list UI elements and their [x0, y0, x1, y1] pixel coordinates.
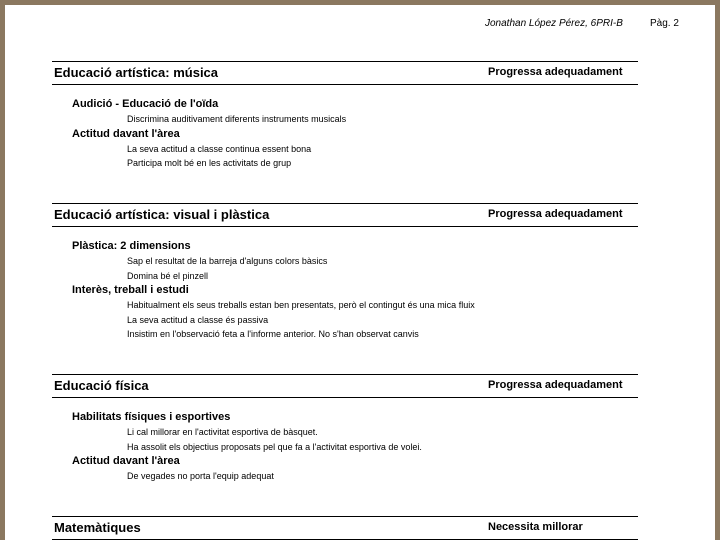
section-grade: Progressa adequadament [488, 208, 623, 220]
section-title: Educació artística: música [54, 65, 219, 80]
section-title: Educació física [54, 378, 149, 393]
section-body [52, 398, 638, 484]
comment-item: Domina bé el pinzell [127, 270, 209, 281]
section-grade: Progressa adequadament [488, 66, 623, 78]
section-title: Matemàtiques [54, 520, 141, 535]
section-body [52, 227, 638, 342]
comment-item: Insistim en l'observació feta a l'informe anterior. No s'han observat canvis [127, 329, 419, 339]
comment-item: Discrimina auditivament diferents instruments musicals [127, 114, 347, 124]
student-name: Jonathan López Pérez, 6PRI-B [485, 18, 623, 29]
section-header [52, 374, 638, 398]
section-header [52, 516, 638, 540]
comment-item: Sap el resultat de la barreja d'alguns colors bàsics [127, 256, 328, 266]
category-heading: Audició - Educació de l'oïda [72, 98, 219, 110]
section-body [52, 85, 638, 171]
comment-item: La seva actitud a classe continua essent bona [127, 143, 312, 154]
comment-item: Habitualment els seus treballs estan ben presentats, però el contingut és una mica fluix [127, 300, 475, 310]
section-grade: Necessita millorar [488, 521, 583, 533]
comment-item: La seva actitud a classe és passiva [127, 314, 269, 325]
section-header [52, 61, 638, 85]
category-heading: Actitud davant l'àrea [72, 127, 180, 140]
comment-item: De vegades no porta l'equip adequat [127, 471, 274, 481]
section-music [52, 61, 638, 171]
category-heading: Plàstica: 2 dimensions [72, 240, 191, 252]
section-physical-education [52, 374, 638, 484]
comment-item: Li cal millorar en l'activitat esportiva de bàsquet. [127, 427, 318, 437]
category-heading: Habilitats físiques i esportives [72, 411, 231, 423]
report-page [5, 5, 715, 540]
section-mathematics [52, 516, 638, 540]
category-heading: Actitud davant l'àrea [72, 455, 180, 467]
category-heading: Interès, treball i estudi [72, 284, 189, 296]
comment-item: Ha assolit els objectius proposats pel que fa a l'activitat esportiva de volei. [127, 441, 422, 452]
section-header [52, 203, 638, 227]
section-title: Educació artística: visual i plàstica [54, 207, 270, 222]
section-visual-arts [52, 203, 638, 342]
comment-item: Participa molt bé en les activitats de grup [127, 158, 292, 168]
page-number: Pàg. 2 [650, 18, 679, 29]
section-grade: Progressa adequadament [488, 379, 623, 391]
